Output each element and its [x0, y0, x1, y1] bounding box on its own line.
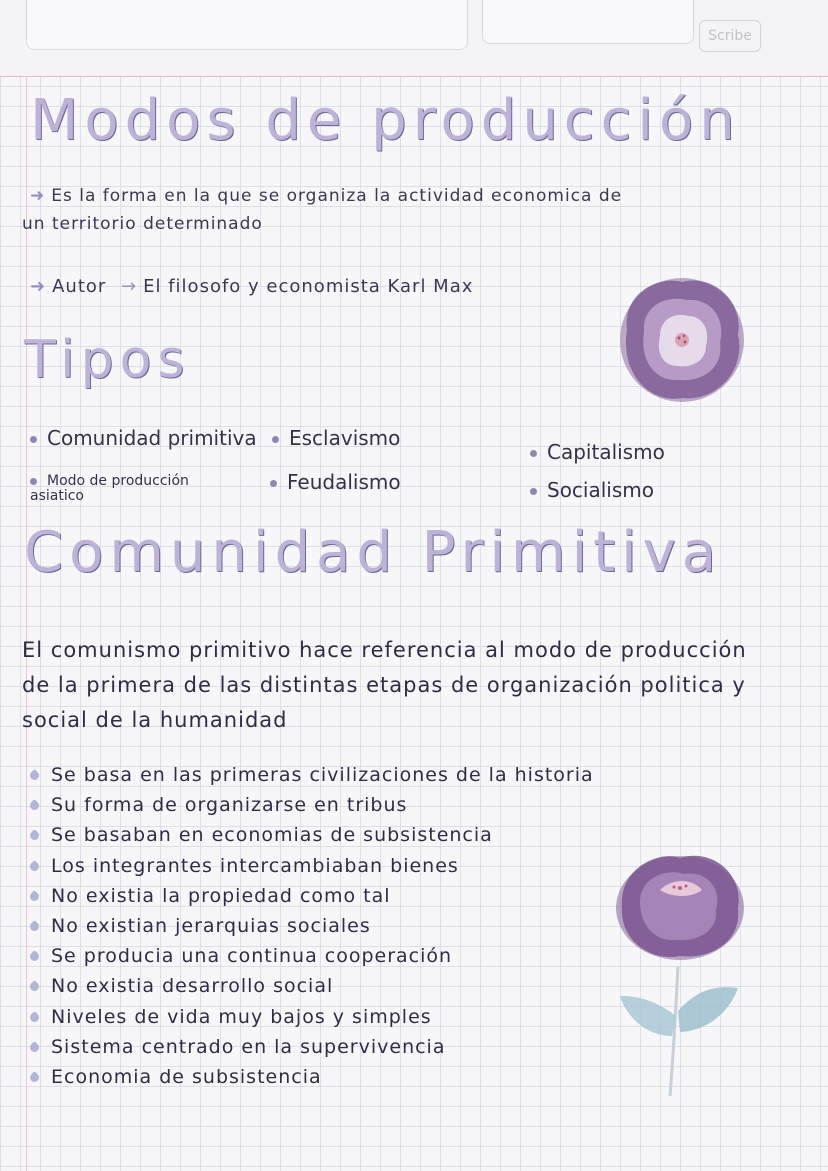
heart-bullet-icon	[28, 769, 41, 782]
bullet-dot-icon	[270, 480, 277, 487]
list-item: Niveles de vida muy bajos y simples	[30, 1002, 594, 1032]
title-comunidad-primitiva: Comunidad Primitiva	[24, 520, 723, 585]
characteristics-list	[30, 760, 594, 1092]
list-item: No existian jerarquias sociales	[30, 911, 594, 941]
margin-line	[26, 76, 27, 1171]
autor-text: El filosofo y economista Karl Max	[143, 276, 474, 297]
list-item: Se basa en las primeras civilizaciones de la historia	[30, 760, 594, 790]
heart-bullet-icon	[28, 1011, 41, 1024]
heart-bullet-icon	[28, 1071, 41, 1084]
autor-line	[30, 276, 473, 297]
definition-line-2: un territorio determinado	[22, 214, 263, 234]
comunismo-paragraph: El comunismo primitivo hace referencia al modo de producción de la primera de las distintas etapas de organización politica y social de la humanidad	[22, 638, 747, 732]
arrow-icon: ➜	[30, 186, 46, 206]
list-item: Sistema centrado en la supervivencia	[30, 1032, 594, 1062]
tipo-item: Modo de producción asiatico	[30, 473, 189, 504]
list-item: Se basaban en economias de subsistencia	[30, 820, 594, 850]
tipo-item: Esclavismo	[272, 426, 400, 450]
heart-bullet-icon	[28, 920, 41, 933]
rose-sticker-icon	[612, 270, 752, 410]
title-tipos: Tipos	[24, 330, 191, 390]
title-modos-produccion: Modos de producción	[30, 88, 741, 153]
list-item: Los integrantes intercambiaban bienes	[30, 851, 594, 881]
list-item: Su forma de organizarse en tribus	[30, 790, 594, 820]
heart-bullet-icon	[28, 981, 41, 994]
tipo-item: Capitalismo	[530, 440, 665, 464]
rose-stem-sticker-icon	[600, 846, 760, 1106]
bullet-dot-icon	[530, 488, 537, 495]
list-item: No existia desarrollo social	[30, 971, 594, 1001]
tipo-item: Comunidad primitiva	[30, 426, 257, 450]
bullet-dot-icon	[30, 478, 37, 485]
list-item: Economia de subsistencia	[30, 1062, 594, 1092]
definition-line-1: ➜ Es la forma en la que se organiza la actividad economica de	[30, 186, 623, 206]
list-item: No existia la propiedad como tal	[30, 881, 594, 911]
heart-bullet-icon	[28, 799, 41, 812]
list-item: Se producia una continua cooperación	[30, 941, 594, 971]
heart-bullet-icon	[28, 830, 41, 843]
bullet-dot-icon	[530, 450, 537, 457]
bullet-dot-icon	[30, 436, 37, 443]
heart-bullet-icon	[28, 860, 41, 873]
notebook-header	[0, 0, 828, 77]
heart-bullet-icon	[28, 950, 41, 963]
bullet-dot-icon	[272, 436, 279, 443]
header-field	[26, 0, 468, 50]
tipo-item: Feudalismo	[270, 470, 401, 494]
heart-bullet-icon	[28, 1041, 41, 1054]
heart-bullet-icon	[28, 890, 41, 903]
tipo-item: Socialismo	[530, 478, 654, 502]
brand-logo: Scribe	[699, 20, 761, 52]
arrow-icon: ➜	[30, 276, 47, 297]
arrow-icon: →	[121, 276, 138, 297]
date-field	[482, 0, 694, 44]
autor-label: Autor	[52, 276, 107, 297]
